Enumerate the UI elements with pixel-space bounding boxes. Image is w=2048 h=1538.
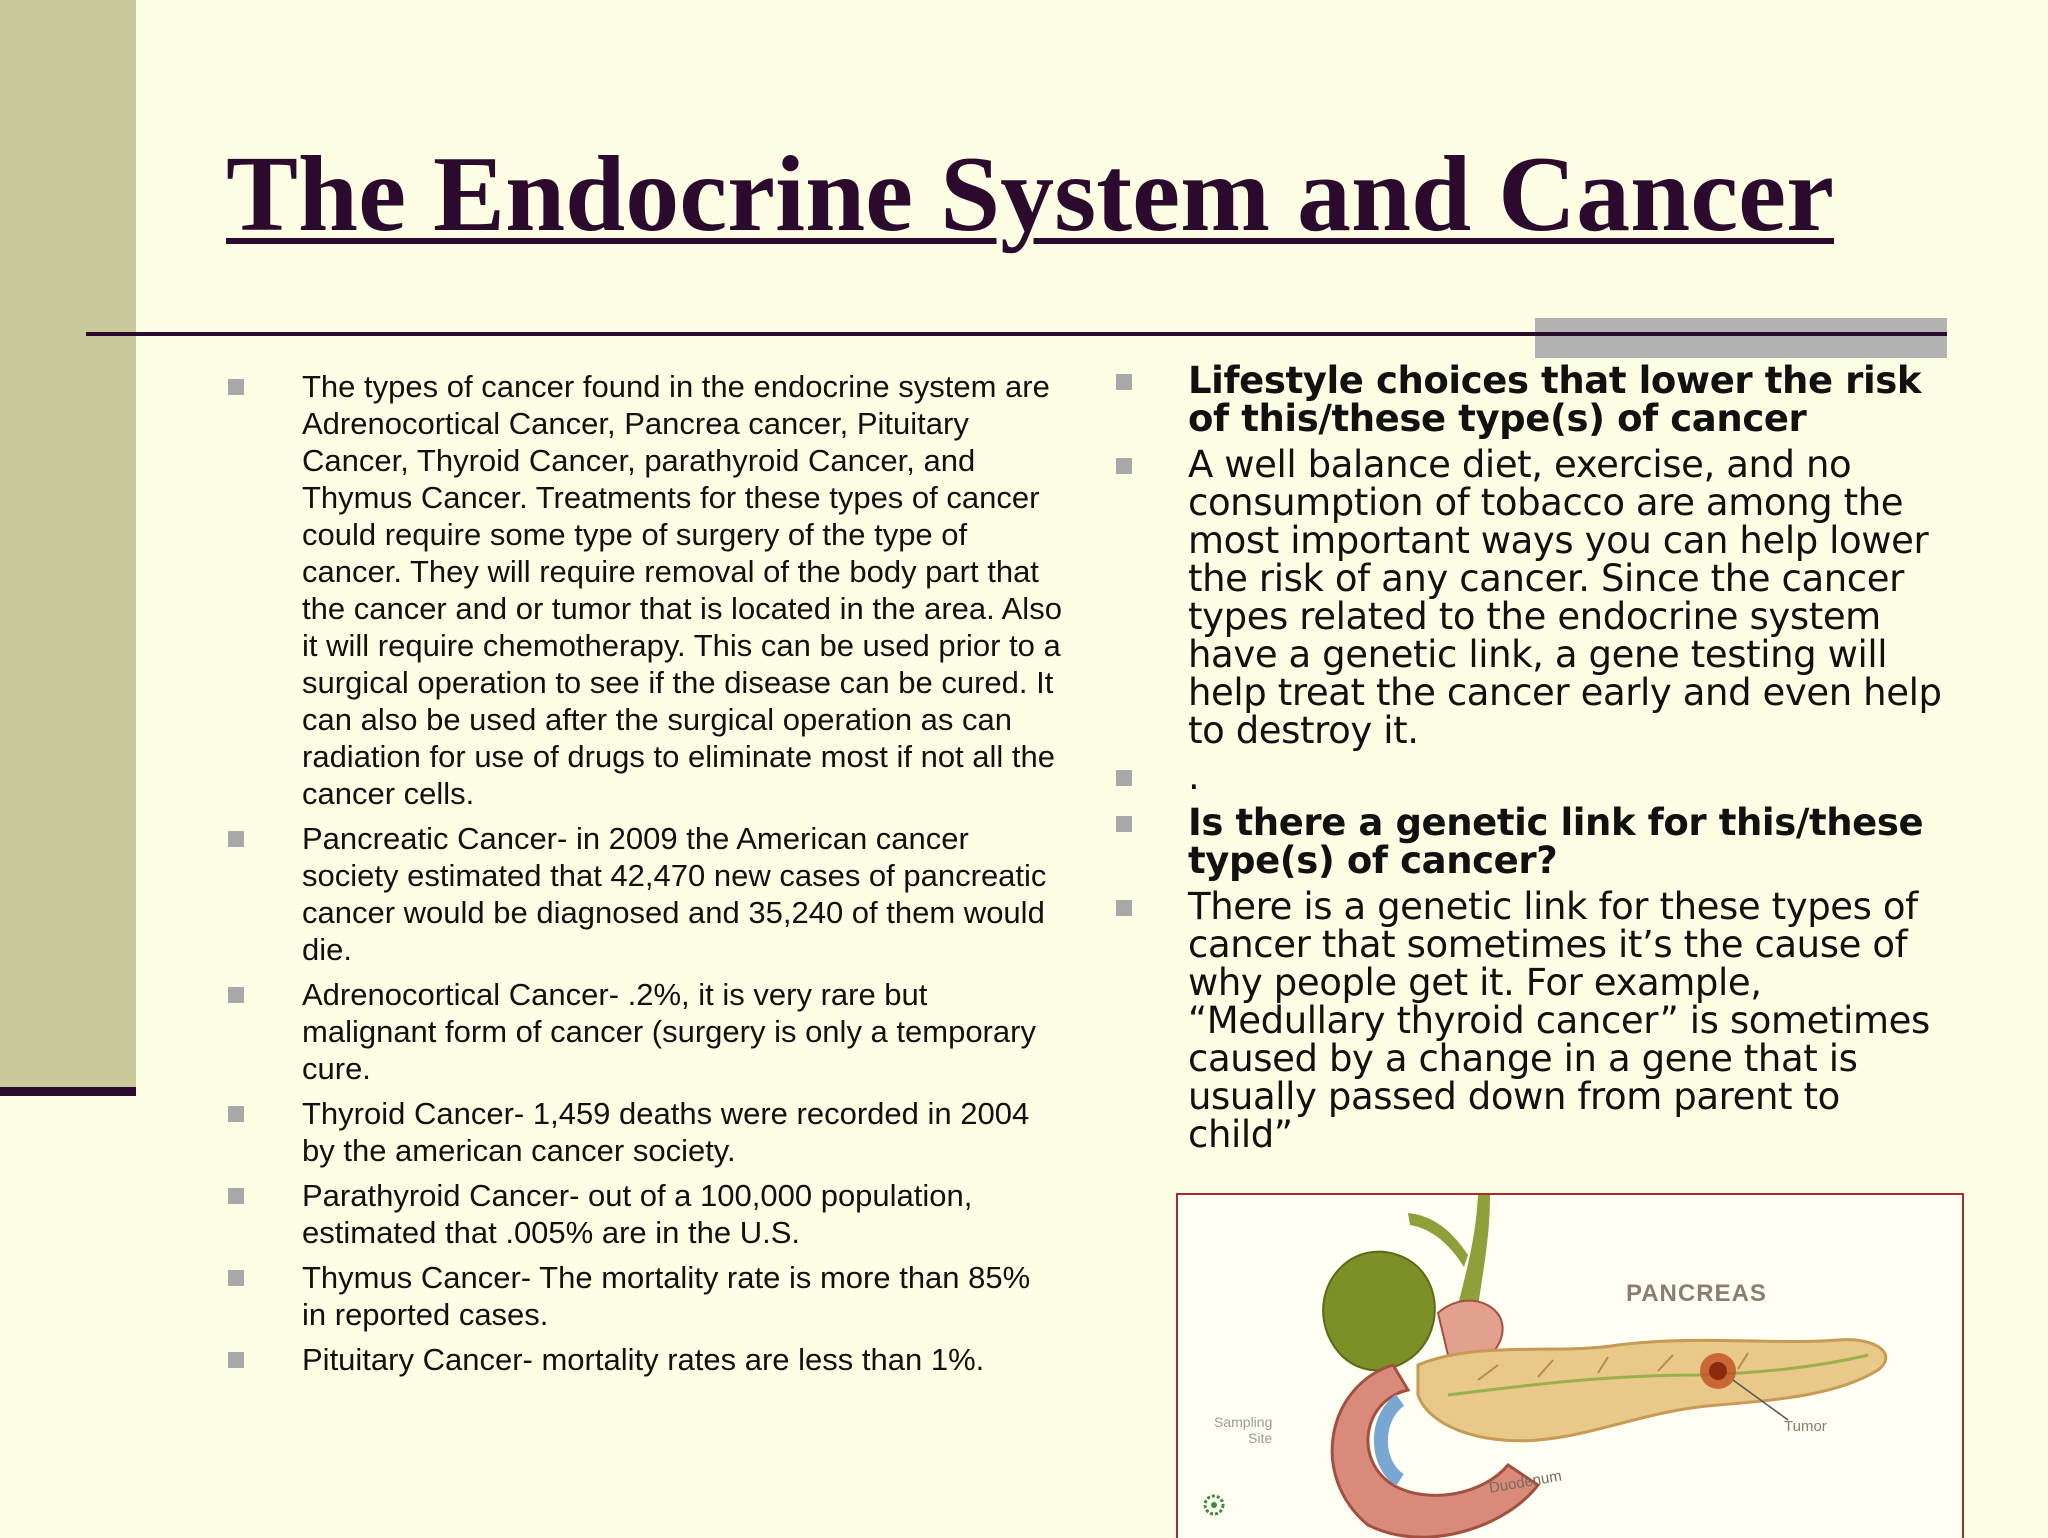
list-item-text: Adrenocortical Cancer- .2%, it is very rare but malignant form of cancer (surgery is only a temporary cure. (302, 977, 1036, 1086)
list-item-text: The types of cancer found in the endocrine system are Adrenocortical Cancer, Pancrea cancer, Pituitary Cancer, Thyroid Cancer, parathyroid Cancer, and Thymus Cancer. Treatments for these types of cancer could require some type of surgery of the type of cancer. They will require removal of the body part that the cancer and or tumor that is located in the area. Also it will require chemotherapy. This can be used prior to a surgical operation to see if the disease can be cured. It can also be used after the surgical operation as can radiation for use of drugs to eliminate most if not all the cancer cells. (302, 369, 1062, 811)
list-item-text: Pancreatic Cancer- in 2009 the American cancer society estimated that 42,470 new cases of pancreatic cancer would be diagnosed and 35,240 of them would die. (302, 821, 1047, 967)
list-item (302, 1177, 1062, 1251)
list-heading (1188, 359, 1948, 440)
sidebar-band (0, 0, 136, 1088)
tumor-label: Tumor (1784, 1418, 1827, 1435)
list-item-text: Parathyroid Cancer- out of a 100,000 population, estimated that .005% are in the U.S. (302, 1178, 973, 1250)
list-item (1188, 885, 1948, 1156)
sampling-label-line2: Site (1248, 1430, 1273, 1446)
list-item-text: Is there a genetic link for this/these type(s) of cancer? (1188, 801, 1924, 882)
list-item-text: Thyroid Cancer- 1,459 deaths were recorded in 2004 by the american cancer society. (302, 1096, 1030, 1168)
list-item (302, 976, 1062, 1087)
list-item (302, 1259, 1062, 1333)
sidebar-rule (0, 1087, 136, 1096)
square-bullet-icon (1116, 900, 1132, 916)
sunburst-logo-icon (1205, 1496, 1223, 1514)
list-item (302, 1341, 1062, 1378)
square-bullet-icon (228, 1188, 244, 1204)
list-item (302, 820, 1062, 968)
square-bullet-icon (228, 1106, 244, 1122)
list-item (1188, 443, 1948, 752)
title-rule (86, 332, 1947, 336)
sampling-label: Sampling (1214, 1414, 1273, 1430)
duodenum-label: Duodenum (1487, 1467, 1563, 1497)
left-bullet-list (302, 368, 1062, 1386)
pancreas-label: PANCREAS (1626, 1280, 1767, 1307)
square-bullet-icon (1116, 816, 1132, 832)
square-bullet-icon (1116, 458, 1132, 474)
gallbladder-shape (1323, 1252, 1435, 1371)
list-item-text: Thymus Cancer- The mortality rate is more than 85% in reported cases. (302, 1260, 1031, 1332)
square-bullet-icon (1116, 770, 1132, 786)
pancreas-illustration (1176, 1193, 1964, 1538)
square-bullet-icon (228, 831, 244, 847)
title-rule-shadow (1535, 318, 1947, 358)
list-item-text: There is a genetic link for these types of cancer that sometimes it’s the cause of why people get it. For example, “Medullary thyroid cancer” is sometimes caused by a change in a gene that is usually passed down from parent to child” (1188, 885, 1930, 1156)
square-bullet-icon (228, 1352, 244, 1368)
list-item-text: . (1188, 755, 1200, 798)
list-item (302, 368, 1062, 812)
list-item-text: Pituitary Cancer- mortality rates are less than 1%. (302, 1342, 985, 1377)
square-bullet-icon (228, 987, 244, 1003)
square-bullet-icon (1116, 374, 1132, 390)
list-item-text: Lifestyle choices that lower the risk of this/these type(s) of cancer (1188, 359, 1922, 440)
list-item (1188, 755, 1948, 798)
square-bullet-icon (228, 379, 244, 395)
list-heading (1188, 801, 1948, 882)
pancreas-diagram (1178, 1195, 1962, 1538)
right-bullet-list (1188, 359, 1948, 1162)
list-item (302, 1095, 1062, 1169)
list-item-text: A well balance diet, exercise, and no consumption of tobacco are among the most important ways you can help lower the risk of any cancer. Since the cancer types related to the endocrine system have a genetic link, a gene testing will help treat the cancer early and even help to destroy it. (1188, 443, 1942, 752)
square-bullet-icon (228, 1270, 244, 1286)
slide-title: The Endocrine System and Cancer (226, 135, 1835, 254)
